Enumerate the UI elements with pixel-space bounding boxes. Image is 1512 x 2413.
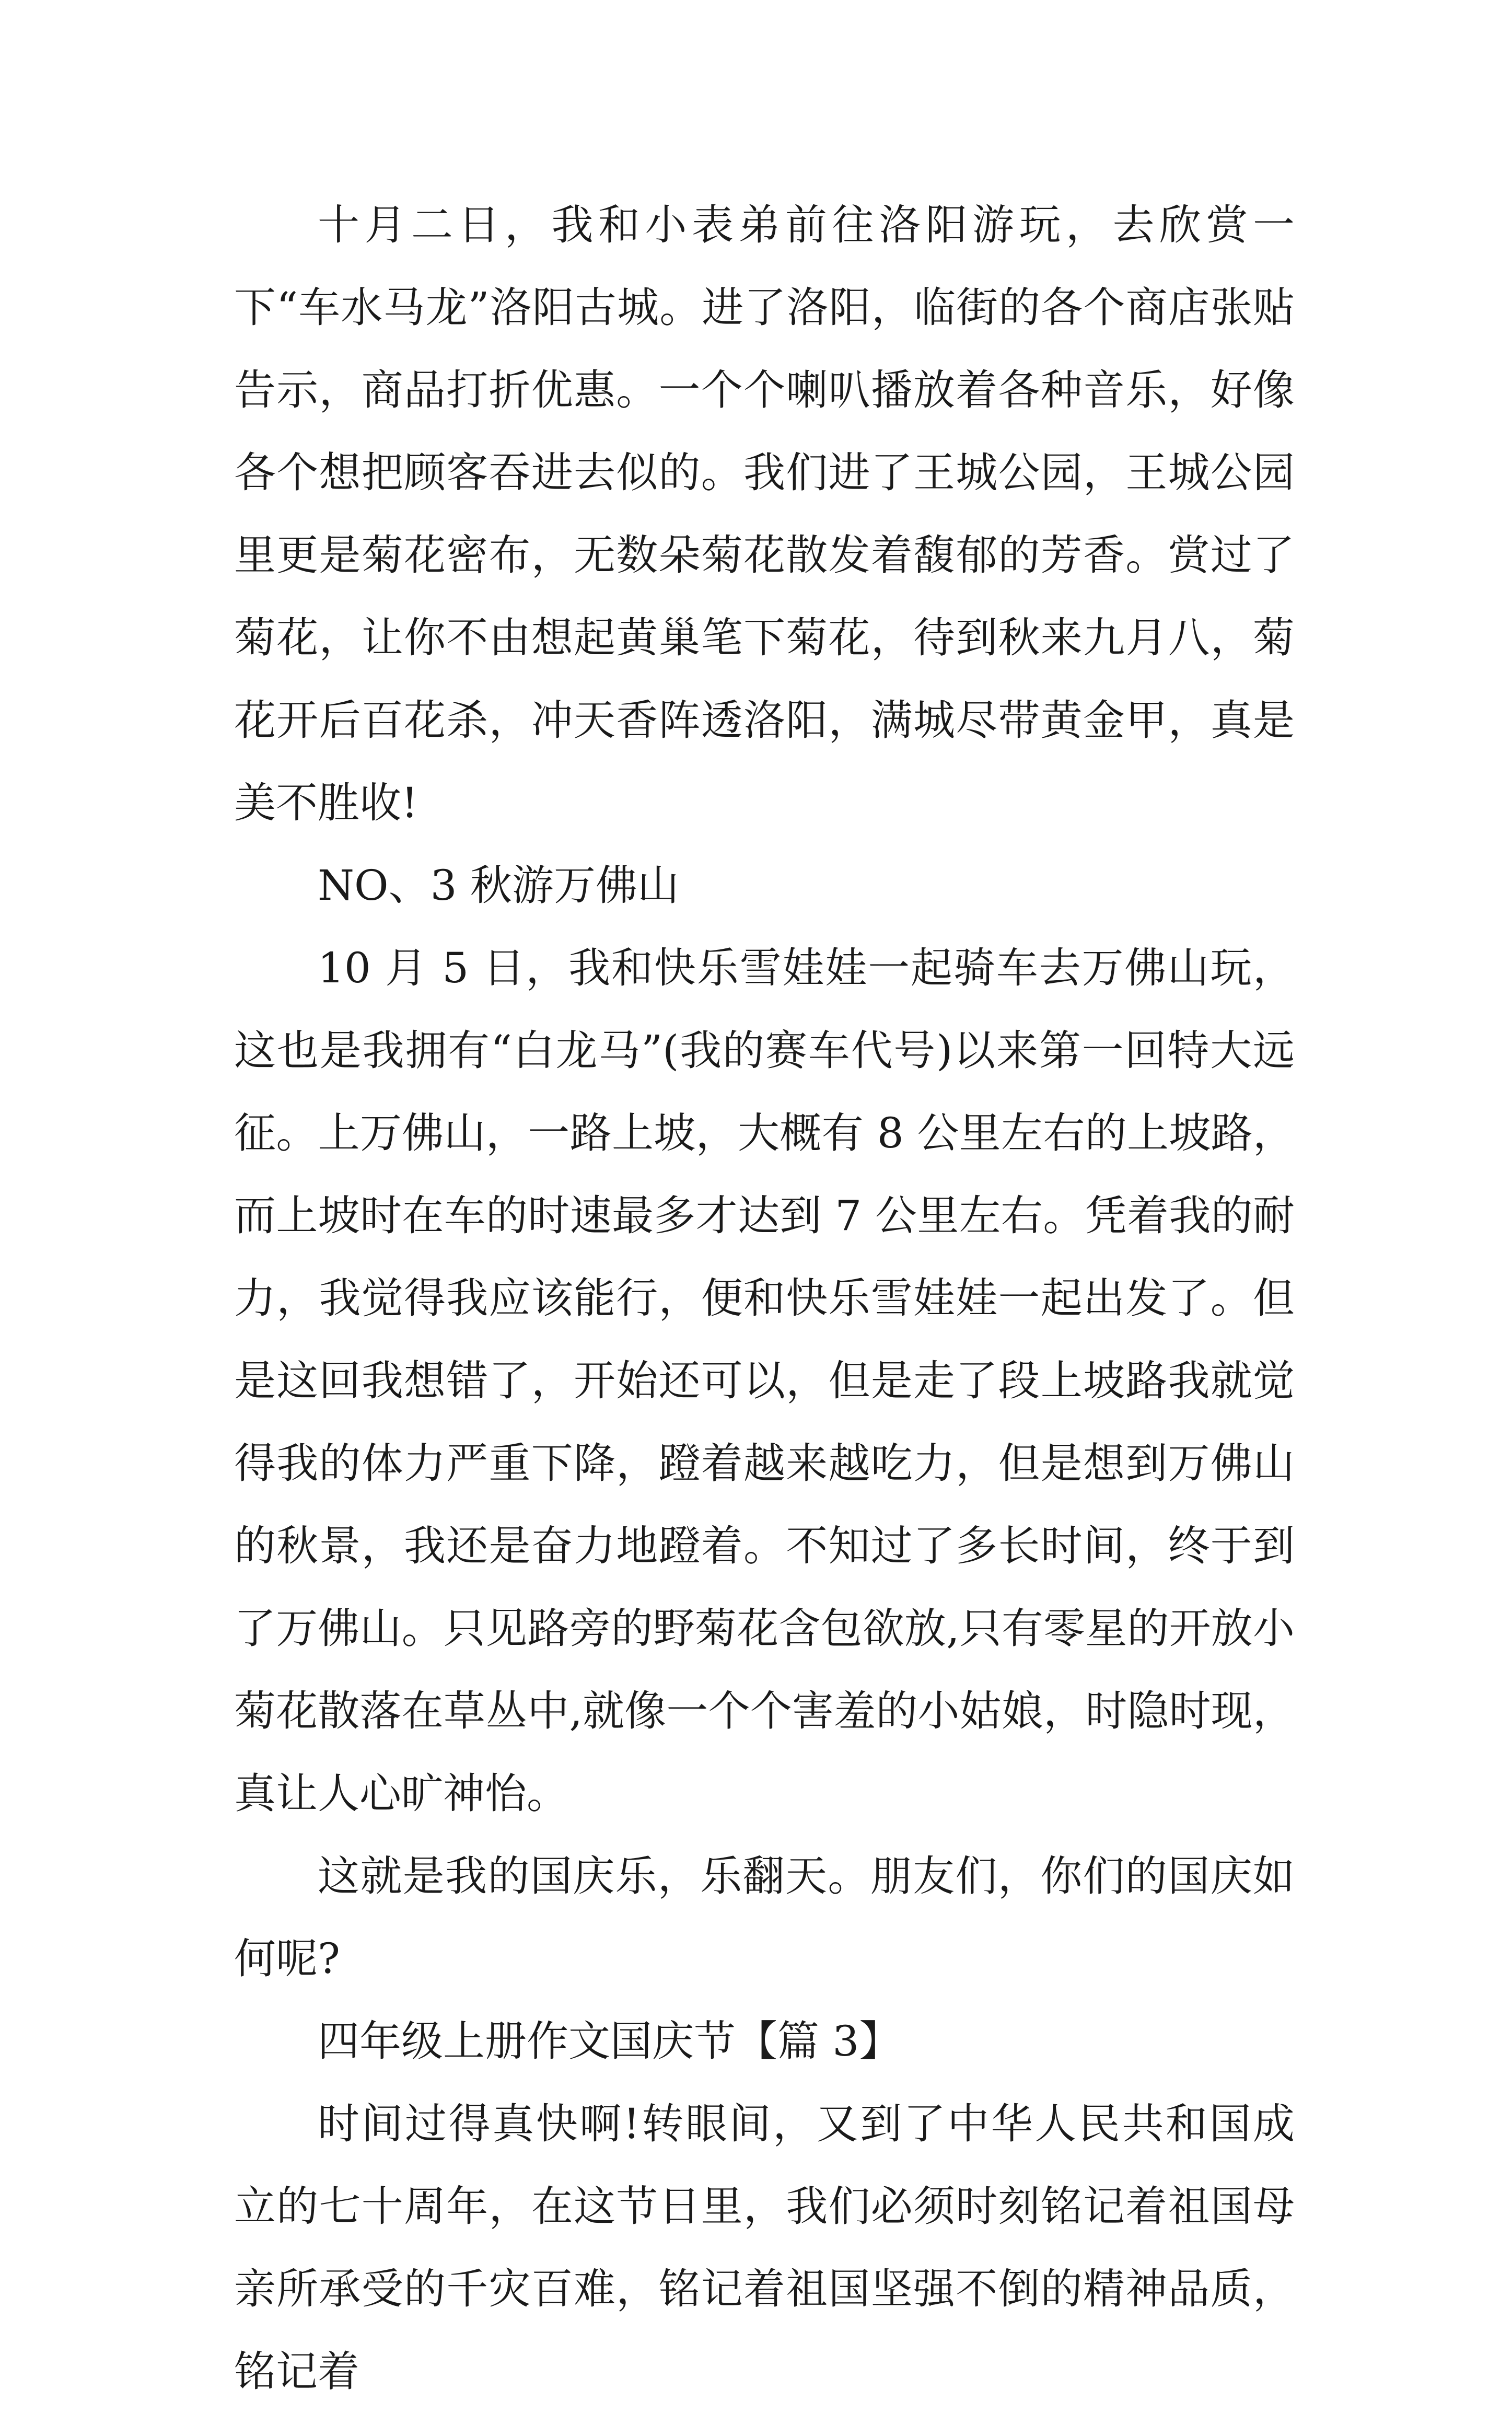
essay-heading-part3: 四年级上册作文国庆节【篇 3】 [318,2017,901,2066]
section-heading-no3: NO、3 秋游万佛山 [318,861,679,910]
paragraph-wanfoshan-trip: 10 月 5 日，我和快乐雪娃娃一起骑车去万佛山玩，这也是我拥有“白龙马”(我的赛车代号)以来第一回特大远征。上万佛山，一路上坡，大概有 8 公里左右的上坡路，而上坡时在车的时速最多才达到 7 公里左右。凭着我的耐力，我觉得我应该能行，便和快乐雪娃娃一起出发了。但是这回我想错了，开始还可以，但是走了段上坡路我就觉得我的体力严重下降，蹬着越来越吃力，但是想到万佛山的秋景，我还是奋力地蹬着。不知过了多长时间，终于到了万佛山。只见路旁的野菊花含包欲放,只有零星的开放小菊花散落在草丛中,就像一个个害羞的小姑娘，时隐时现，真让人心旷神怡。 [234,944,1295,1818]
paragraph-luoyang-trip: 十月二日，我和小表弟前往洛阳游玩，去欣赏一下“车水马龙”洛阳古城。进了洛阳，临街的各个商店张贴告示，商品打折优惠。一个个喇叭播放着各种音乐，好像各个想把顾客吞进去似的。我们进了王城公园，王城公园里更是菊花密布，无数朵菊花散发着馥郁的芳香。赏过了菊花，让你不由想起黄巢笔下菊花，待到秋来九月八，菊花开后百花杀，冲天香阵透洛阳，满城尽带黄金甲，真是美不胜收! [234,201,1295,827]
paragraph-conclusion: 这就是我的国庆乐，乐翻天。朋友们，你们的国庆如何呢? [234,1852,1295,1983]
paragraph-national-day: 时间过得真快啊!转眼间，又到了中华人民共和国成立的七十周年，在这节日里，我们必须时刻铭记着祖国母亲所承受的千灾百难，铭记着祖国坚强不倒的精神品质，铭记着 [234,2099,1295,2396]
document-body [234,184,1295,2413]
